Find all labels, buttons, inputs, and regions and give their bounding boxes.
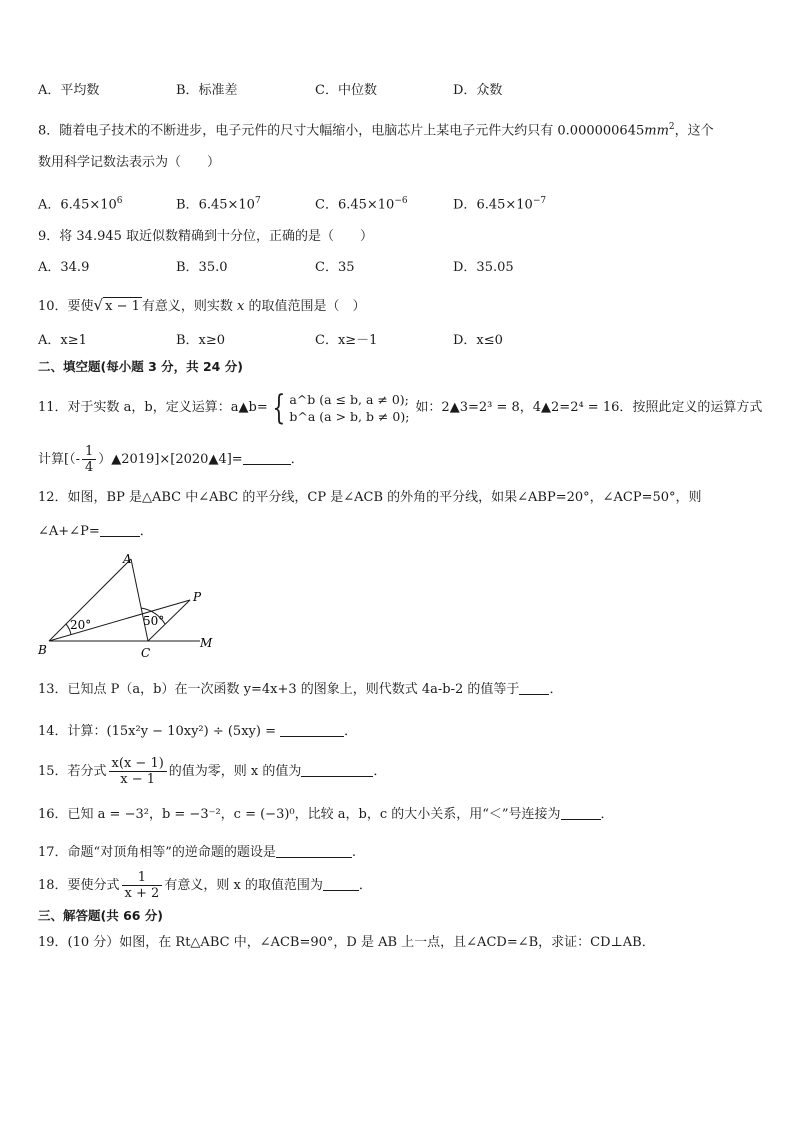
q11-case1: a^b (a ≤ b, a ≠ 0);: [289, 391, 409, 407]
q8-stem-line2: 数用科学记数法表示为（ ）: [38, 155, 221, 170]
q15-stem: 15．若分式 $\frac{x(x - 1)}{x - 1}$ 的值为零，则 x 的值为 ．: [38, 756, 387, 787]
q11-stem-line1: 11．对于实数 a，b，定义运算：a▲b= { a^b (a ≤ b, a ≠ 0); b^a (a > b, b ≠ 0); 如：2▲3=2³ = 8，4▲2=2⁴ = 16．按照此定义的运算方式: [38, 387, 763, 428]
angle-label-20: 20°: [70, 618, 92, 632]
q7-option-c: C．中位数: [315, 83, 377, 98]
q15-answer-blank[interactable]: [301, 762, 373, 777]
q13-answer-blank[interactable]: [519, 680, 549, 695]
label-a: A: [123, 552, 132, 566]
q9-option-c: C．35: [315, 260, 355, 275]
q11-case2: b^a (a > b, b ≠ 0);: [289, 408, 410, 424]
q14-answer-blank[interactable]: [280, 722, 344, 737]
q19-stem: 19．(10 分）如图，在 Rt△ABC 中，∠ACB=90°，D 是 AB 上一点，且∠ACD=∠B，求证：CD⊥AB．: [38, 935, 655, 950]
q18-fraction: $\frac{1}{x + 2}$: [122, 870, 163, 901]
q13-stem: 13．已知点 P（a，b）在一次函数 y=4x+3 的图象上，则代数式 4a-b-2 的值等于 ．: [38, 682, 563, 697]
q14-stem: 14．计算：(15x²y − 10xy²) ÷ (5xy) = ．: [38, 724, 358, 739]
q11-answer-blank[interactable]: [243, 450, 291, 465]
label-p: P: [193, 590, 202, 604]
q11-cases: [289, 391, 409, 425]
q9-option-b: B．35.0: [176, 260, 228, 275]
triangle-figure: [30, 548, 230, 663]
q12-stem-line1: 12．如图，BP 是△ABC 中∠ABC 的平分线，CP 是∠ACB 的外角的平分线，如果∠ABP=20°，∠ACP=50°，则: [38, 490, 702, 505]
q16-answer-blank[interactable]: [561, 805, 601, 820]
q11-fraction: $\frac{1}{4}$: [82, 444, 96, 475]
q16-stem: 16．已知 a = −3²，b = −3⁻²，c = (−3)⁰，比较 a，b，c 的大小关系，用“＜”号连接为 ．: [38, 807, 614, 822]
q9-stem: 9．将 34.945 取近似数精确到十分位，正确的是（ ）: [38, 229, 374, 244]
q10-radicand: x − 1: [105, 299, 140, 314]
q8-unit-exp: 2: [668, 122, 675, 132]
q12-stem-line2: ∠A+∠P= ．: [38, 524, 153, 539]
q7-option-d: D．众数: [453, 83, 503, 98]
q8-option-c: C．$6.45\times 10^{-6}$: [315, 196, 408, 213]
q15-fraction: $\frac{x(x - 1)}{x - 1}$: [109, 756, 167, 787]
label-m: M: [200, 636, 213, 650]
q10-option-c: C．x≥－1: [315, 333, 378, 348]
q8-stem-line1: [38, 118, 714, 140]
q8-option-d: D．$6.45\times 10^{-7}$: [453, 196, 547, 213]
q7-option-a: A．平均数: [38, 83, 100, 98]
q10-stem: 10．要使√ x − 1 有意义，则实数 x 的取值范围是（ ）: [38, 296, 366, 314]
q8-unit: mm: [644, 123, 669, 139]
q17-stem: 17．命题“对顶角相等”的逆命题的题设是 .: [38, 845, 356, 860]
angle-label-50: 50°: [143, 614, 165, 628]
q7-option-b: B．标准差: [176, 83, 238, 98]
q11-stem-line2: 计算[（- $\frac{1}{4}$ ）▲2019]×[2020▲4]= ．: [38, 444, 304, 475]
q8-stem-end: ，这个: [674, 123, 714, 139]
q12-answer-blank[interactable]: [100, 522, 140, 537]
label-c: C: [141, 646, 151, 660]
segment-ac: [131, 559, 148, 641]
q18-stem: 18．要使分式 $\frac{1}{x + 2}$ 有意义，则 x 的取值范围为 ．: [38, 870, 372, 901]
q10-option-d: D．x≤0: [453, 333, 503, 348]
label-b: B: [38, 643, 47, 657]
q9-option-a: A．34.9: [38, 260, 90, 275]
section-fill-in-heading: 二、填空题(每小题 3 分，共 24 分): [38, 359, 243, 374]
q18-answer-blank[interactable]: [323, 876, 359, 891]
q10-option-a: A．x≥1: [38, 333, 87, 348]
q9-option-d: D．35.05: [453, 260, 514, 275]
q8-option-b: B．$6.45\times 10^7$: [176, 196, 261, 213]
q10-option-b: B．x≥0: [176, 333, 226, 348]
section-solve-heading: 三、解答题(共 66 分): [38, 908, 164, 923]
q17-answer-blank[interactable]: [276, 843, 352, 858]
q8-stem-text: 8．随着电子技术的不断进步，电子元件的尺寸大幅缩小，电脑芯片上某电子元件大约只有 0.000000645: [38, 123, 645, 139]
q8-option-a: A．$6.45\times 10^6$: [38, 196, 123, 213]
q11-brace: {: [272, 387, 286, 428]
